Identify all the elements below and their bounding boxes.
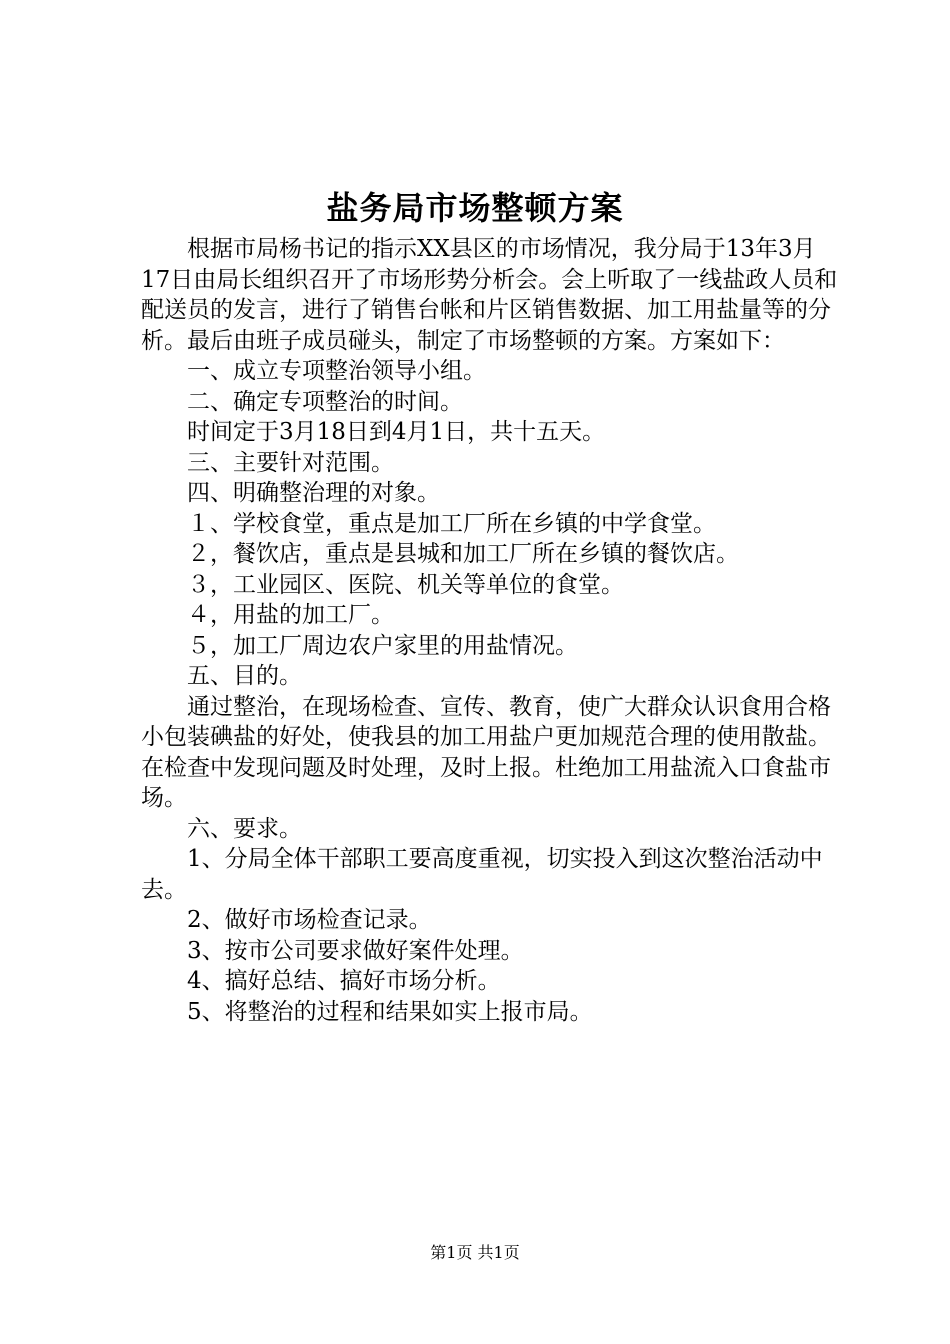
paragraph: 5、将整治的过程和结果如实上报市局。 xyxy=(187,998,593,1025)
paragraph: ４，用盐的加工厂。 xyxy=(187,602,394,628)
paragraph: ２，餐饮店，重点是县城和加工厂所在乡镇的餐饮店。 xyxy=(187,541,739,567)
paragraph: 四、明确整治理的对象。 xyxy=(187,480,440,506)
paragraph: ３，工业园区、医院、机关等单位的食堂。 xyxy=(187,571,624,598)
paragraph: 4、搞好总结、搞好市场分析。 xyxy=(187,968,501,994)
document-title: 盐务局市场整顿方案 xyxy=(326,189,624,227)
paragraph: 三、主要针对范围。 xyxy=(187,449,394,476)
paragraph: ５，加工厂周边农户家里的用盐情况。 xyxy=(187,632,578,659)
paragraph: 时间定于3月18日到4月1日，共十五天。 xyxy=(187,419,606,445)
paragraph: 五、目的。 xyxy=(187,663,302,689)
paragraph: 3、按市公司要求做好案件处理。 xyxy=(187,937,524,964)
paragraph: 2、做好市场检查记录。 xyxy=(187,907,432,933)
document-body xyxy=(141,234,841,1027)
paragraph: 六、要求。 xyxy=(187,815,302,842)
paragraph: 二、确定专项整治的时间。 xyxy=(187,388,463,415)
paragraph: 一、成立专项整治领导小组。 xyxy=(187,358,486,384)
paragraph: １、学校食堂，重点是加工厂所在乡镇的中学食堂。 xyxy=(187,510,716,537)
paragraph: 1、分局全体干部职工要高度重视，切实投入到这次整治活动中去。 xyxy=(141,846,823,903)
paragraph: 根据市局杨书记的指示XX县区的市场情况，我分局于13年3月17日由局长组织召开了市场形势分析会。会上听取了一线盐政人员和配送员的发言，进行了销售台帐和片区销售数据、加工用盐量等的分析。最后由班子成员碰头，制定了市场整顿的方案。方案如下： xyxy=(141,236,838,354)
page-footer: 第1页 共1页 xyxy=(430,1243,520,1262)
paragraph: 通过整治，在现场检查、宣传、教育，使广大群众认识食用合格小包装碘盐的好处，使我县的加工用盐户更加规范合理的使用散盐。在检查中发现问题及时处理，及时上报。杜绝加工用盐流入口食盐市场。 xyxy=(141,693,831,811)
